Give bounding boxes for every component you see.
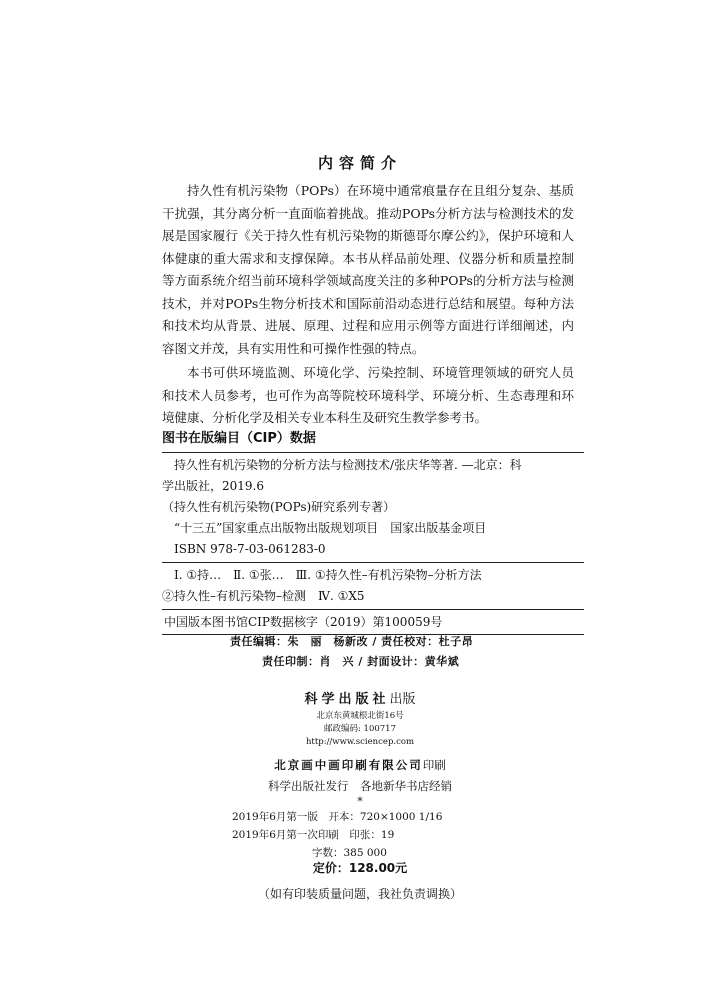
intro-paragraph-1: 持久性有机污染物（POPs）在环境中通常痕量存在且组分复杂、基质干扰强，其分离分析一直面临着挑战。推动POPs分析方法与检测技术的发展是国家履行《关于持久性有机污染物的斯德哥尔摩公约》，保护环境和人体健康的重大需求和支撑保障。本书从样品前处理、仪器分析和质量控制等方面系统介绍当前环境科学领域高度关注的多种POPs的分析方法与检测技术，并对POPs生物分析技术和国际前沿动态进行总结和展望。每种方法和技术均从背景、进展、原理、过程和应用示例等方面进行详细阐述，内容图文并茂，具有实用性和可操作性强的特点。 — [162, 183, 574, 356]
separator-star: * — [357, 795, 363, 808]
quality-note: （如有印装质量问题，我社负责调换） — [257, 887, 462, 901]
intro-paragraph-2: 本书可供环境监测、环境化学、污染控制、环境管理领域的研究人员和技术人员参考，也可作为高等院校环境科学、环境分析、生态毒理和环境健康、分析化学及相关专业本科生及研究生教学参考书。 — [162, 365, 574, 425]
publisher-postcode: 邮政编码: 100717 — [323, 724, 396, 734]
cip-data-block — [162, 452, 584, 635]
cip-heading: 图书在版编目（CIP）数据 — [162, 431, 316, 446]
staff-line-production: 责任印制：肖 兴 / 封面设计：黄华斌 — [262, 655, 460, 668]
cip-isbn: ISBN 978-7-03-061283-0 — [174, 542, 326, 556]
price: 定价：128.00元 — [312, 861, 408, 875]
cip-series: （持久性有机污染物(POPs)研究系列专著） — [162, 500, 396, 514]
printer-name: 北京画中画印刷有限公司 — [274, 758, 423, 772]
cip-title-line-2: 学出版社，2019.6 — [162, 479, 264, 493]
edition-specs — [232, 808, 532, 862]
word-count: 字数：385 000 — [312, 847, 387, 859]
printer-line — [0, 755, 720, 776]
printing-line: 2019年6月第一次印刷 印张：19 — [232, 829, 395, 841]
publisher-name-line — [0, 690, 720, 710]
staff-line-editors: 责任编辑：朱 丽 杨新改 / 责任校对：杜子昂 — [230, 635, 474, 648]
publisher-block — [0, 690, 720, 749]
cip-title-line-1: 持久性有机污染物的分析方法与检测技术/张庆华等著. —北京：科 — [174, 458, 522, 472]
publisher-address: 北京东黄城根北街16号 — [316, 711, 404, 721]
intro-title: 内容简介 — [317, 154, 402, 172]
printer-block — [0, 755, 720, 807]
staff-credits — [0, 632, 720, 672]
cip-subject-line-2: ②持久性–有机污染物–检测 Ⅳ. ①X5 — [162, 589, 365, 603]
edition-line: 2019年6月第一版 开本：720×1000 1/16 — [232, 811, 443, 823]
cip-record-section — [162, 453, 584, 562]
cip-subject-line-1: Ⅰ. ①持… Ⅱ. ①张… Ⅲ. ①持久性–有机污染物–分析方法 — [174, 568, 482, 582]
publisher-suffix: 出版 — [389, 692, 416, 707]
distribution-line: 科学出版社发行 各地新华书店经销 — [268, 779, 452, 793]
publisher-name: 科学出版社 — [304, 692, 390, 707]
intro-body — [162, 180, 574, 432]
publisher-url: http://www.sciencep.com — [305, 737, 415, 747]
printer-suffix: 印刷 — [422, 758, 446, 772]
cip-number: 中国版本图书馆CIP数据核字（2019）第100059号 — [164, 615, 443, 629]
cip-project: “十三五”国家重点出版物出版规划项目 国家出版基金项目 — [174, 521, 487, 535]
cip-subject-section — [162, 563, 584, 609]
